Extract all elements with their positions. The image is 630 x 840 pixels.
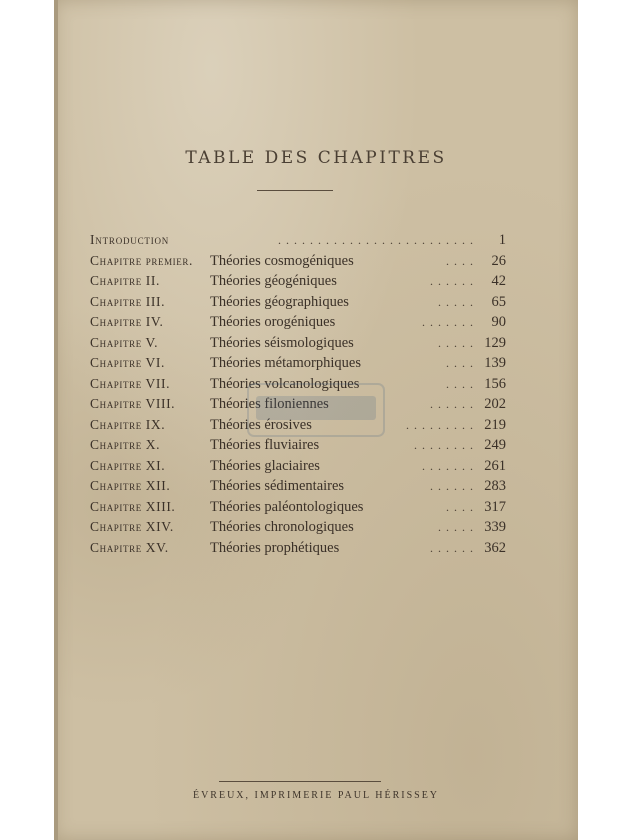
page-number: 283 — [484, 478, 506, 494]
chapter-label: Chapitre X. — [90, 437, 161, 452]
dot-leader: .... — [446, 253, 478, 268]
chapter-title: Théories chronologiques — [210, 519, 354, 535]
chapter-title: Théories prophétiques — [210, 539, 340, 556]
toc-entry — [90, 333, 506, 354]
page-number: 26 — [491, 252, 506, 269]
chapter-label: Chapitre VII. — [90, 375, 171, 391]
dot-leader: ......................... — [278, 233, 478, 247]
toc-entry — [90, 251, 506, 272]
dot-leader: .... — [446, 356, 478, 370]
page-number: 202 — [484, 396, 506, 412]
title-divider — [257, 190, 333, 191]
dot-leader: ...... — [430, 397, 478, 411]
toc-entry — [90, 497, 506, 518]
dot-leader: ...... — [430, 274, 478, 288]
toc-entry — [90, 476, 506, 497]
page-number: 219 — [484, 416, 506, 433]
dot-leader: ..... — [438, 520, 478, 534]
chapter-title: Théories paléontologiques — [210, 498, 364, 515]
table-of-contents — [90, 230, 506, 558]
toc-entry — [90, 353, 506, 374]
dot-leader: ......... — [406, 417, 478, 432]
toc-entry — [90, 271, 506, 292]
chapter-label: Introduction — [90, 232, 170, 247]
chapter-title: Théories volcanologiques — [210, 375, 360, 392]
chapter-title: Théories filoniennes — [210, 396, 329, 412]
page-number: 339 — [484, 519, 506, 535]
chapter-label: Chapitre IX. — [90, 416, 166, 432]
chapter-label: Chapitre V. — [90, 334, 159, 350]
toc-entry — [90, 292, 506, 313]
chapter-title: Théories sédimentaires — [210, 478, 345, 494]
chapter-title: Théories cosmogéniques — [210, 252, 354, 269]
page-number: 42 — [491, 273, 506, 289]
toc-entry — [90, 435, 506, 456]
dot-leader: .... — [446, 499, 478, 514]
chapter-label: Chapitre VI. — [90, 355, 165, 370]
page-number: 249 — [484, 437, 506, 453]
dot-leader: ........ — [414, 438, 478, 452]
toc-entry — [90, 415, 506, 436]
page-gutter — [54, 0, 58, 840]
chapter-label: Chapitre XIV. — [90, 519, 174, 534]
chapter-title: Théories métamorphiques — [210, 355, 361, 371]
chapter-label: Chapitre VIII. — [90, 396, 176, 411]
toc-entry — [90, 517, 506, 538]
chapter-title: Théories orogéniques — [210, 314, 336, 330]
dot-leader: ....... — [422, 458, 478, 473]
chapter-label: Chapitre II. — [90, 273, 160, 288]
page-number: 156 — [484, 375, 506, 392]
dot-leader: ....... — [422, 315, 478, 329]
dot-leader: ..... — [438, 294, 478, 309]
toc-entry — [90, 394, 506, 415]
page-title: TABLE DES CHAPITRES — [185, 148, 447, 168]
page-number: 362 — [484, 539, 506, 556]
chapter-label: Chapitre IV. — [90, 314, 164, 329]
footer-divider — [219, 781, 381, 782]
dot-leader: ...... — [430, 479, 478, 493]
chapter-title: Théories séismologiques — [210, 334, 354, 351]
page-number: 90 — [491, 314, 506, 330]
chapter-label: Chapitre XI. — [90, 457, 166, 473]
chapter-label: Chapitre premier. — [90, 252, 193, 268]
toc-entry — [90, 538, 506, 559]
chapter-title: Théories géographiques — [210, 293, 349, 310]
dot-leader: ..... — [438, 335, 478, 350]
chapter-label: Chapitre III. — [90, 293, 166, 309]
page-number: 317 — [484, 498, 506, 515]
toc-entry — [90, 312, 506, 333]
toc-entry — [90, 374, 506, 395]
toc-entry — [90, 230, 506, 251]
page-number: 1 — [498, 232, 506, 248]
chapter-title: Théories érosives — [210, 416, 312, 433]
page-number: 139 — [484, 355, 506, 371]
chapter-label: Chapitre XII. — [90, 478, 171, 493]
dot-leader: ...... — [430, 540, 478, 555]
printer-imprint: ÉVREUX, IMPRIMERIE PAUL HÉRISSEY — [192, 790, 440, 801]
page-number: 261 — [484, 457, 506, 474]
chapter-label: Chapitre XV. — [90, 539, 169, 555]
chapter-title: Théories géogéniques — [210, 273, 337, 289]
chapter-title: Théories glaciaires — [210, 457, 320, 474]
toc-entry — [90, 456, 506, 477]
chapter-label: Chapitre XIII. — [90, 498, 176, 514]
dot-leader: .... — [446, 376, 478, 391]
page-number: 65 — [491, 293, 506, 310]
page-number: 129 — [484, 334, 506, 351]
chapter-title: Théories fluviaires — [210, 437, 320, 453]
